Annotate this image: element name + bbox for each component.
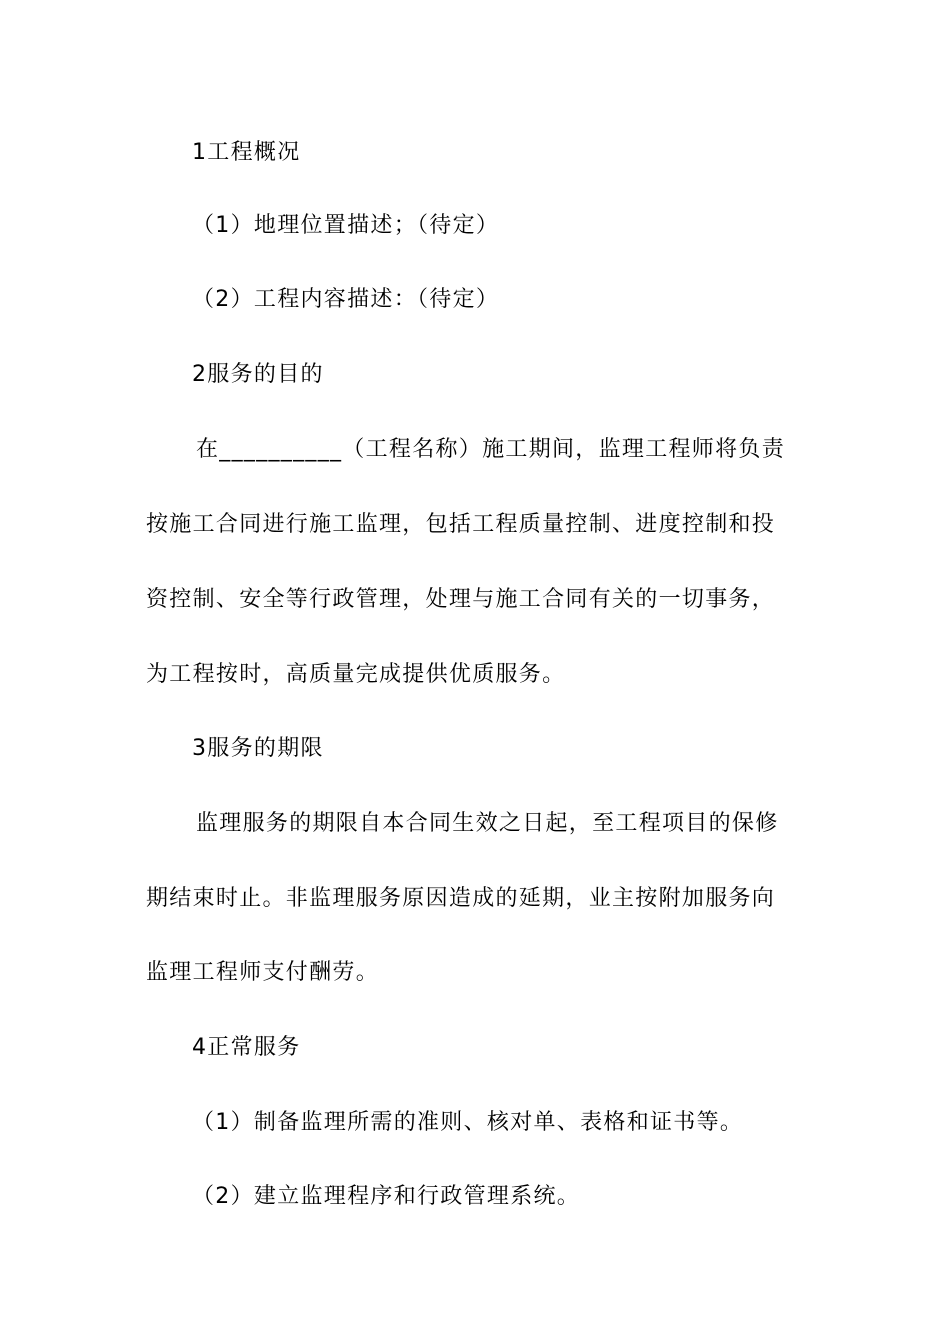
- list-item: （2）建立监理程序和行政管理系统。: [192, 1184, 581, 1209]
- paragraph-line: 在__________（工程名称）施工期间，监理工程师将负责: [196, 437, 786, 462]
- list-item: （1）制备监理所需的准则、核对单、表格和证书等。: [192, 1110, 744, 1135]
- section-heading: 2服务的目的: [192, 362, 324, 387]
- section-heading: 1工程概况: [192, 140, 301, 165]
- paragraph-line: 为工程按时，高质量完成提供优质服务。: [146, 662, 566, 687]
- section-heading: 3服务的期限: [192, 736, 324, 761]
- paragraph-line: 资控制、安全等行政管理，处理与施工合同有关的一切事务，: [146, 587, 776, 612]
- paragraph-line: 期结束时止。非监理服务原因造成的延期，业主按附加服务向: [146, 886, 776, 911]
- paragraph-line: 监理工程师支付酬劳。: [146, 960, 380, 985]
- list-item: （1）地理位置描述；（待定）: [192, 213, 500, 238]
- paragraph-line: 按施工合同进行施工监理，包括工程质量控制、进度控制和投: [146, 512, 776, 537]
- section-heading: 4正常服务: [192, 1035, 301, 1060]
- paragraph-line: 监理服务的期限自本合同生效之日起，至工程项目的保修: [196, 811, 779, 836]
- list-item: （2）工程内容描述：（待定）: [192, 287, 500, 312]
